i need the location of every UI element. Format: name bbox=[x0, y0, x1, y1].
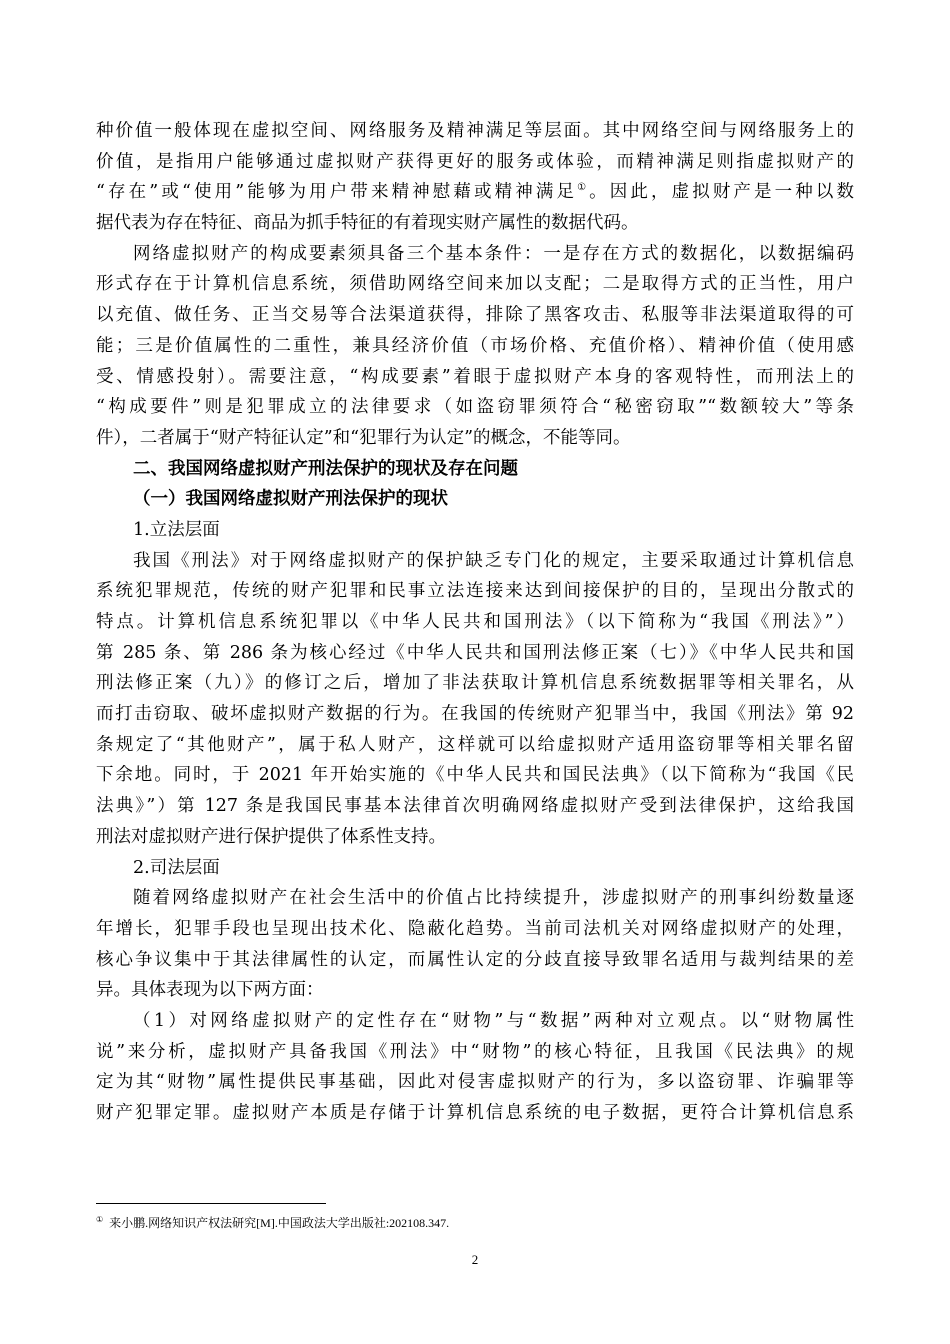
text-line: 种价值一般体现在虚拟空间、网络服务及精神满足等层面。其中网络空间与网络服务上的 bbox=[96, 121, 854, 141]
page-number: 2 bbox=[471, 1252, 479, 1267]
footnote-mark: ① bbox=[96, 1215, 104, 1224]
footnote-text: 来小鹏.网络知识产权法研究[M].中国政法大学出版社:202108.347. bbox=[109, 1216, 450, 1230]
text-line: 我国《刑法》对于网络虚拟财产的保护缺乏专门化的规定，主要采取通过计算机信息 bbox=[133, 550, 854, 571]
text-line: 以充值、做任务、正当交易等合法渠道获得，排除了黑客攻击、私服等非法渠道取得的可 bbox=[96, 305, 854, 326]
text-line: 据代表为存在特征、商品为抓手特征的有着现实财产属性的数据代码。 bbox=[96, 213, 639, 234]
text-line: 能；三是价值属性的二重性，兼具经济价值（市场价格、充值价格）、精神价值（使用感 bbox=[96, 335, 854, 356]
text-segment: “存在”或“使用”能够为用户带来精神慰藉或精神满足 bbox=[96, 182, 578, 203]
text-line: 定为其“财物”属性提供民事基础，因此对侵害虚拟财产的行为，多以盗窃罪、诈骗罪等 bbox=[96, 1072, 854, 1093]
text-line: 系统犯罪规范，传统的财产犯罪和民事立法连接来达到间接保护的目的，呈现出分散式的 bbox=[96, 581, 854, 602]
subsection-heading: （一）我国网络虚拟财产刑法保护的现状 bbox=[133, 489, 448, 510]
text-line: 网络虚拟财产的构成要素须具备三个基本条件：一是存在方式的数据化，以数据编码 bbox=[133, 243, 854, 264]
sub-heading: 2.司法层面 bbox=[133, 857, 220, 878]
text-line: 价值，是指用户能够通过虚拟财产获得更好的服务或体验，而精神满足则指虚拟财产的 bbox=[96, 151, 854, 172]
footnote-divider bbox=[96, 1203, 326, 1204]
text-line: “构成要件”则是犯罪成立的法律要求（如盗窃罪须符合“秘密窃取”“数额较大”等条 bbox=[96, 397, 854, 418]
text-line: （1）对网络虚拟财产的定性存在“财物”与“数据”两种对立观点。以“财物属性 bbox=[133, 1010, 854, 1031]
text-line: 受、情感投射）。需要注意，“构成要素”着眼于虚拟财产本身的客观特性，而刑法上的 bbox=[96, 366, 854, 387]
text-line: 财产犯罪定罪。虚拟财产本质是存储于计算机信息系统的电子数据，更符合计算机信息系 bbox=[96, 1103, 854, 1123]
text-line: 件），二者属于“财产特征认定”和“犯罪行为认定”的概念，不能等同。 bbox=[96, 427, 631, 448]
text-line: 说”来分析，虚拟财产具备我国《刑法》中“财物”的核心特征，且我国《民法典》的规 bbox=[96, 1041, 854, 1062]
text-segment: 。因此，虚拟财产是一种以数 bbox=[589, 182, 854, 203]
text-line: 第 285 条、第 286 条为核心经过《中华人民共和国刑法修正案（七）》《中华人民共和国 bbox=[96, 642, 854, 663]
body-text bbox=[96, 116, 854, 1129]
sub-heading: 1.立法层面 bbox=[133, 519, 220, 540]
text-line: 法典》”）第 127 条是我国民事基本法律首次明确网络虚拟财产受到法律保护，这给我国 bbox=[96, 796, 854, 817]
text-line: 条规定了“其他财产”，属于私人财产，这样就可以给虚拟财产适用盗窃罪等相关罪名留 bbox=[96, 734, 854, 755]
text-line: 刑法对虚拟财产进行保护提供了体系性支持。 bbox=[96, 826, 446, 847]
section-heading: 二、我国网络虚拟财产刑法保护的现状及存在问题 bbox=[133, 458, 518, 479]
text-line: 特点。计算机信息系统犯罪以《中华人民共和国刑法》（以下简称为“我国《刑法》”） bbox=[96, 612, 854, 632]
text-line bbox=[96, 177, 854, 208]
text-line: 刑法修正案（九）》的修订之后，增加了非法获取计算机信息系统数据罪等相关罪名，从 bbox=[96, 673, 854, 694]
text-line: 核心争议集中于其法律属性的认定，而属性认定的分歧直接导致罪名适用与裁判结果的差 bbox=[96, 949, 854, 970]
text-line: 异。具体表现为以下两方面： bbox=[96, 980, 324, 1001]
footnote bbox=[96, 1212, 449, 1231]
text-line: 而打击窃取、破坏虚拟财产数据的行为。在我国的传统财产犯罪当中，我国《刑法》第 92 bbox=[96, 704, 854, 725]
footnote-reference[interactable]: ① bbox=[577, 182, 590, 194]
text-line: 随着网络虚拟财产在社会生活中的价值占比持续提升，涉虚拟财产的刑事纠纷数量逐 bbox=[133, 888, 854, 909]
text-line: 形式存在于计算机信息系统，须借助网络空间来加以支配；二是取得方式的正当性，用户 bbox=[96, 274, 854, 295]
text-line: 下余地。同时，于 2021 年开始实施的《中华人民共和国民法典》（以下简称为“我国《民 bbox=[96, 765, 854, 786]
text-line: 年增长，犯罪手段也呈现出技术化、隐蔽化趋势。当前司法机关对网络虚拟财产的处理， bbox=[96, 918, 854, 939]
